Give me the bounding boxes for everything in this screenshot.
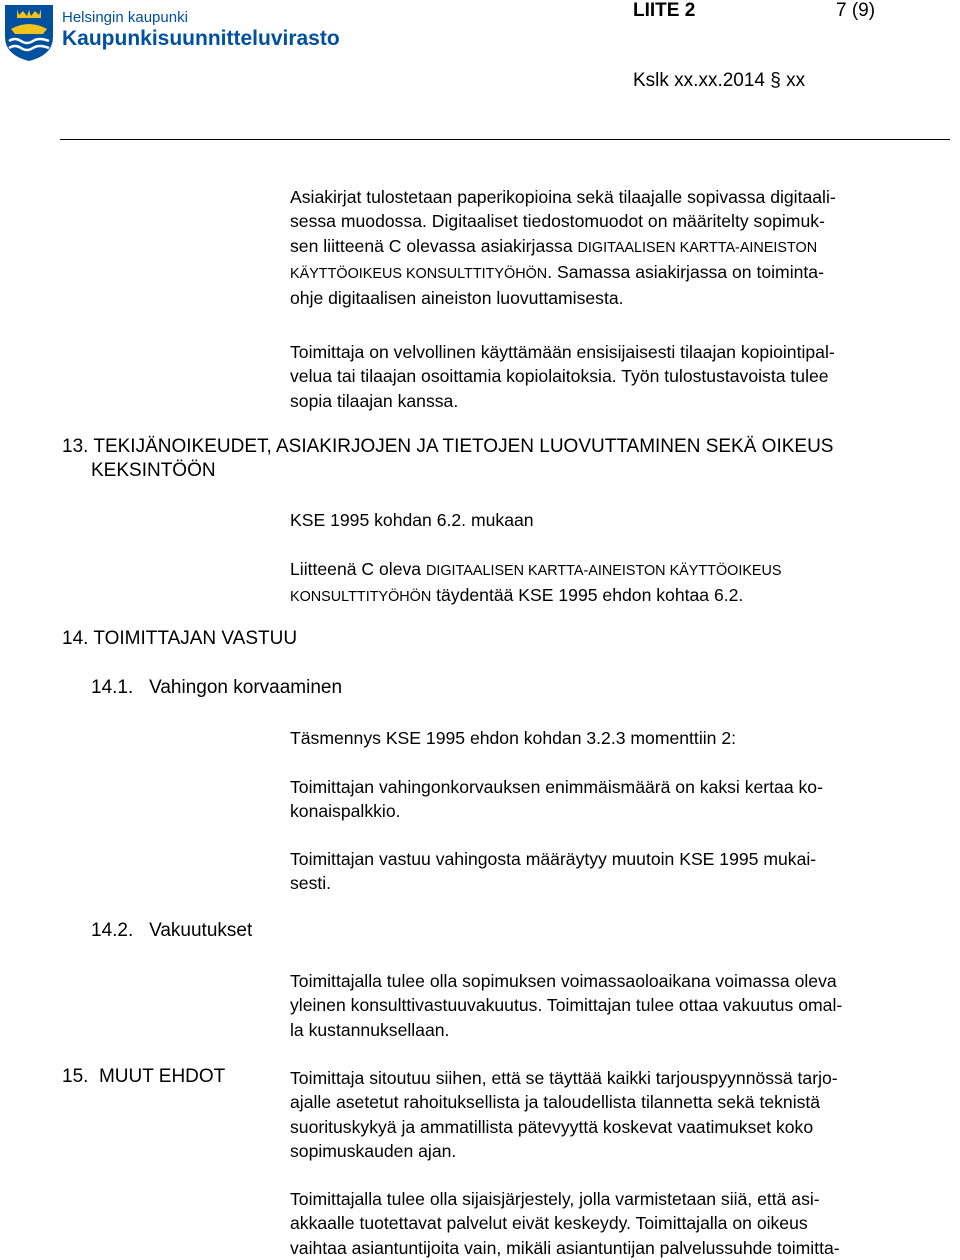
text-line: Toimittajan vastuu vahingosta määräytyy muutoin KSE 1995 mukai-: [290, 849, 817, 869]
text-line: la kustannuksellaan.: [290, 1019, 450, 1040]
paragraph-attachment-c: [290, 557, 950, 610]
paragraph-liability: [290, 847, 950, 896]
attachment-label: LIITE 2: [633, 0, 696, 21]
subsection-14-2-heading: 14.2. Vakuutukset: [91, 920, 253, 941]
text-line: Toimittajalla tulee olla sijaisjärjestely, jolla varmistetaan siiä, että asi-: [290, 1189, 820, 1209]
text-line: konaispalkkio.: [290, 801, 401, 822]
paragraph-specification: [290, 726, 950, 750]
page-number: 7 (9): [836, 0, 876, 21]
header-divider: [60, 139, 950, 140]
section-13-heading: 13. TEKIJÄNOIKEUDET, ASIAKIRJOJEN JA TIETOJEN LUOVUTTAMINEN SEKÄ OIKEUS: [62, 436, 834, 457]
text-line: Asiakirjat tulostetaan paperikopioina sekä tilaajalle sopivassa digitaali-: [290, 187, 836, 207]
text-line: ajalle asetetut rahoituksellista ja taloudellista tilannetta sekä teknistä: [290, 1092, 821, 1113]
document-reference: DIGITAALISEN KARTTA-AINEISTON: [577, 239, 818, 256]
organization-name: Helsingin kaupunki: [62, 9, 188, 26]
paragraph-kse-reference: [290, 508, 950, 532]
section-15-heading: 15. MUUT EHDOT: [62, 1066, 226, 1087]
paragraph-damages-limit: [290, 775, 950, 824]
department-name: Kaupunkisuunnitteluvirasto: [62, 27, 340, 50]
text-line: suorituskykyä ja ammatillista pätevyyttä koskevat vaatimukset koko: [290, 1116, 814, 1137]
section-14-heading: 14. TOIMITTAJAN VASTUU: [62, 628, 298, 649]
text-line: KSE 1995 kohdan 6.2. mukaan: [290, 510, 534, 530]
text-line: yleinen konsulttivastuuvakuutus. Toimittajan tulee ottaa vakuutus omal-: [290, 995, 843, 1016]
text-line: Toimittaja sitoutuu siihen, että se täyttää kaikki tarjouspyynnössä tarjo-: [290, 1068, 838, 1088]
text-line: Toimittajan vahingonkorvauksen enimmäismäärä on kaksi kertaa ko-: [290, 777, 823, 797]
text-line: velua tai tilaajan osoittamia kopiolaitoksia. Työn tulostustavoista tulee: [290, 366, 829, 387]
subsection-14-1-heading: 14.1. Vahingon korvaaminen: [91, 677, 343, 698]
paragraph-deliverables-format: [290, 185, 950, 310]
text-line: vaihtaa asiantuntijoita vain, mikäli asiantuntijan palvelussuhde toimitta-: [290, 1237, 840, 1258]
helsinki-crest-icon: [3, 3, 55, 63]
text-line: sesti.: [290, 873, 332, 894]
section-13-heading-cont: KEKSINTÖÖN: [91, 460, 216, 481]
paragraph-substitution: [290, 1187, 950, 1260]
text-line: Toimittaja on velvollinen käyttämään ensisijaisesti tilaajan kopiointipal-: [290, 342, 835, 362]
document-reference: KONSULTTITYÖHÖN: [290, 589, 432, 606]
document-reference: DIGITAALISEN KARTTA-AINEISTON KÄYTTÖOIKEUS: [425, 563, 782, 579]
text-line: Toimittajalla tulee olla sopimuksen voimassaoloaikana voimassa oleva: [290, 971, 837, 991]
meeting-reference: Kslk xx.xx.2014 § xx: [633, 70, 806, 91]
text-line: KONSULTTITYÖHÖN täydentää KSE 1995 ehdon kohtaa 6.2.: [290, 585, 744, 606]
text-line: sessa muodossa. Digitaaliset tiedostomuodot on määritelty sopimuk-: [290, 211, 825, 232]
document-reference: KÄYTTÖOIKEUS KONSULTTITYÖHÖN: [290, 265, 548, 282]
text-line: sopimuskauden ajan.: [290, 1140, 457, 1161]
text-line: sen liitteenä C olevassa asiakirjassa DIGITAALISEN KARTTA-AINEISTON: [290, 235, 818, 256]
paragraph-insurance: [290, 969, 950, 1042]
text-line: Täsmennys KSE 1995 ehdon kohdan 3.2.3 momenttiin 2:: [290, 728, 736, 748]
text-line: ohje digitaalisen aineiston luovuttamisesta.: [290, 288, 624, 309]
paragraph-requirements: [290, 1066, 950, 1163]
text-line: KÄYTTÖOIKEUS KONSULTTITYÖHÖN. Samassa asiakirjassa on toiminta-: [290, 261, 824, 282]
text-line: sopia tilaajan kanssa.: [290, 390, 459, 411]
text-line: Liitteenä C oleva DIGITAALISEN KARTTA-AINEISTON KÄYTTÖOIKEUS: [290, 559, 782, 579]
paragraph-copy-services: [290, 340, 950, 413]
text-line: akkaalle tuotettavat palvelut eivät keskeydy. Toimittajalla on oikeus: [290, 1213, 808, 1234]
